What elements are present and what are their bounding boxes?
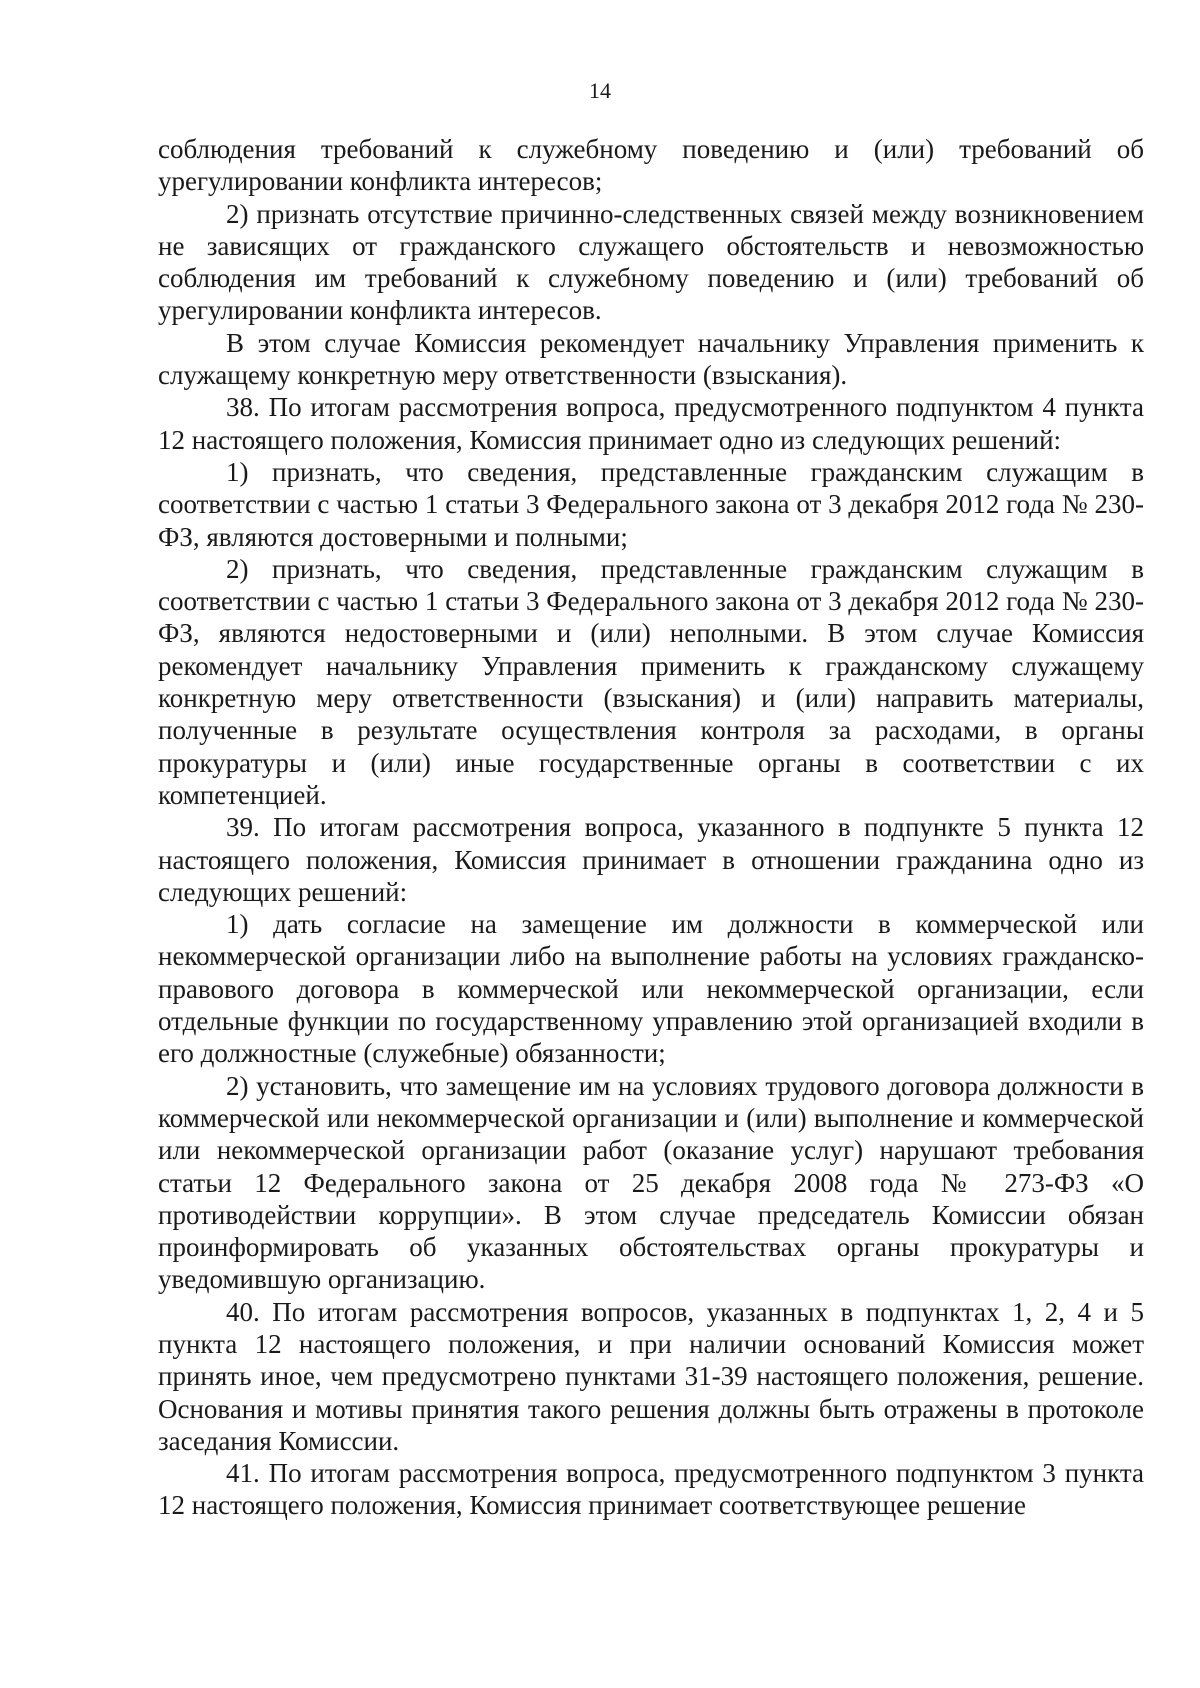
paragraph: 2) признать, что сведения, представленные гражданским служащим в соответствии с частью 1 статьи 3 Федерального закона от 3 декабря 2012 года № 230-ФЗ, являются недостоверными и (или) неполными. В этом случае Комиссия рекомендует начальнику Управления применить к гражданскому служащему конкретную меру ответственности (взыскания) и (или) направить материалы, полученные в результате осуществления контроля за расходами, в органы прокуратуры и (или) иные государственные органы в соответствии с их компетенцией. xyxy=(158,553,1144,810)
page-number: 14 xyxy=(589,78,611,103)
paragraph: 40. По итогам рассмотрения вопросов, указанных в подпунктах 1, 2, 4 и 5 пункта 12 настоящего положения, и при наличии оснований Комиссия может принять иное, чем предусмотрено пунктами 31-39 настоящего положения, решение. Основания и мотивы принятия такого решения должны быть отражены в протоколе заседания Комиссии. xyxy=(158,1296,1144,1456)
paragraph: В этом случае Комиссия рекомендует начальнику Управления применить к служащему конкретную меру ответственности (взыскания). xyxy=(158,327,1144,391)
paragraph: 41. По итогам рассмотрения вопроса, предусмотренного подпунктом 3 пункта 12 настоящего положения, Комиссия принимает соответствующее решение xyxy=(158,1458,1144,1521)
paragraph: соблюдения требований к служебному поведению и (или) требований об урегулировании конфликта интересов; xyxy=(158,134,1144,197)
paragraph: 2) признать отсутствие причинно-следственных связей между возникновением не зависящих от гражданского служащего обстоятельств и невозможностью соблюдения им требований к служебному поведению и (или) требований об урегулировании конфликта интересов. xyxy=(158,198,1144,326)
document-body xyxy=(158,133,1144,1522)
paragraph: 38. По итогам рассмотрения вопроса, предусмотренного подпунктом 4 пункта 12 настоящего положения, Комиссия принимает одно из следующих решений: xyxy=(158,392,1144,455)
paragraph: 1) признать, что сведения, представленные гражданским служащим в соответствии с частью 1 статьи 3 Федерального закона от 3 декабря 2012 года № 230-ФЗ, являются достоверными и полными; xyxy=(158,456,1144,552)
paragraph: 39. По итогам рассмотрения вопроса, указанного в подпункте 5 пункта 12 настоящего положения, Комиссия принимает в отношении гражданина одно из следующих решений: xyxy=(158,812,1144,907)
paragraph: 2) установить, что замещение им на условиях трудового договора должности в коммерческой или некоммерческой организации и (или) выполнение и коммерческой или некоммерческой организации работ (оказание услуг) нарушают требования статьи 12 Федерального закона от 25 декабря 2008 года № 273-ФЗ «О противодействии коррупции». В этом случае председатель Комиссии обязан проинформировать об указанных обстоятельствах органы прокуратуры и уведомившую организацию. xyxy=(158,1070,1144,1295)
paragraph: 1) дать согласие на замещение им должности в коммерческой или некоммерческой организации либо на выполнение работы на условиях гражданско-правового договора в коммерческой или некоммерческой организации, если отдельные функции по государственному управлению этой организацией входили в его должностные (служебные) обязанности; xyxy=(158,909,1144,1069)
